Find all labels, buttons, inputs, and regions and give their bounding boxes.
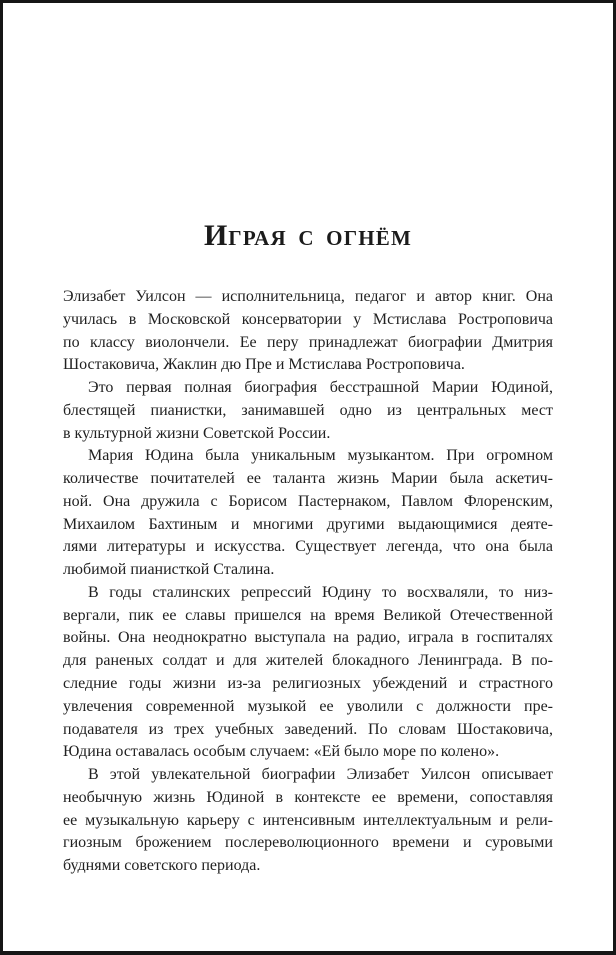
text-line: войны. Она неоднократно выступала на радио, играла в госпиталях	[63, 629, 553, 647]
text-line: Михаилом Бахтиным и многими другими выдающимися деяте-	[63, 515, 553, 533]
text-line: лями литературы и искусства. Существует легенда, что она была	[63, 538, 553, 556]
text-line: подавателя из трех учебных заведений. По словам Шостаковича,	[63, 720, 553, 738]
text-line: буднями советского периода.	[63, 857, 261, 875]
text-line: В этой увлекательной биографии Элизабет Уилсон описывает	[88, 766, 553, 784]
text-line: Шостаковича, Жаклин дю Пре и Мстислава Ростроповича.	[63, 356, 465, 374]
text-line: училась в Московской консерватории у Мстислава Ростроповича	[63, 310, 553, 328]
page-title	[63, 216, 553, 252]
title-initial-letter: И	[203, 219, 229, 252]
text-line: количестве почитателей ее таланта жизнь Марии была аскетич-	[63, 470, 553, 488]
text-line: ее музыкальную карьеру с интенсивным интеллектуальным и рели-	[63, 811, 553, 829]
text-line: Это первая полная биография бесстрашной Марии Юдиной,	[88, 379, 553, 397]
text-line: следние годы жизни из-за религиозных убеждений и страстного	[63, 675, 553, 693]
text-line: по классу виолончели. Ее перу принадлежат биографии Дмитрия	[63, 333, 553, 351]
text-line: Мария Юдина была уникальным музыкантом. При огромном	[88, 447, 553, 465]
text-line: увлечения современной музыкой ее уволили с должности пре-	[63, 697, 553, 715]
text-line: В годы сталинских репрессий Юдину то восхваляли, то низ-	[88, 583, 553, 601]
text-line: Элизабет Уилсон — исполнительница, педагог и автор книг. Она	[63, 288, 553, 305]
text-line: гиозным брожением послереволюционного времени и суровыми	[63, 834, 553, 852]
text-line: Юдина оставалась особым случаем: «Ей было море по колено».	[63, 743, 500, 761]
text-line: в культурной жизни Советской России.	[63, 424, 331, 442]
text-line: ной. Она дружила с Борисом Пастернаком, Павлом Флоренским,	[63, 492, 553, 510]
text-line: необычную жизнь Юдиной в контексте ее времени, сопоставляя	[63, 788, 553, 806]
text-line: для раненых солдат и для жителей блокадного Ленинграда. В по-	[63, 652, 553, 670]
body-text	[63, 286, 553, 878]
text-line: блестящей пианистки, занимавшей одно из центральных мест	[63, 401, 553, 419]
text-line: любимой пианисткой Сталина.	[63, 561, 275, 579]
text-line: вергали, пик ее славы пришелся на время Великой Отечественной	[63, 606, 553, 624]
title-rest-text: ГРАЯ С ОГНЁМ	[228, 226, 413, 250]
